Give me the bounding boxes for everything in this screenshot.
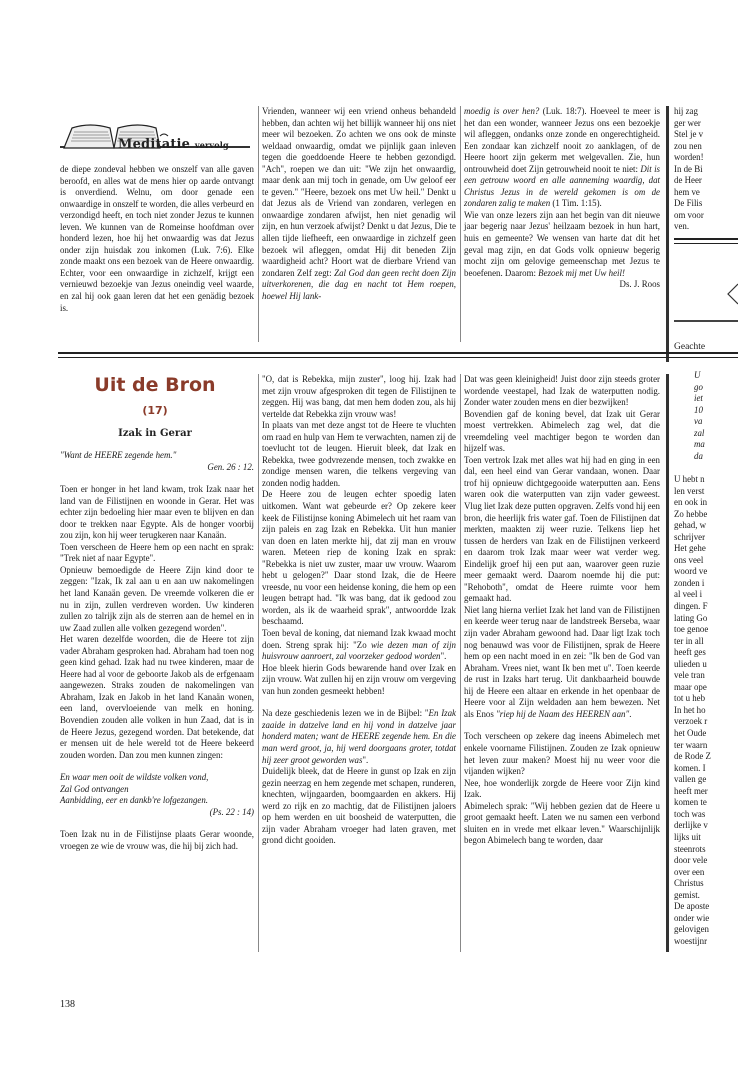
fragment-line: al veel i <box>674 589 703 600</box>
bron-paragraph: Het waren dezelfde woorden, die de Heere tot zijn vader Abraham gesproken had. Abraham had toen nog geen kind gehad. Izak had nu twee kinderen, maar de Heere had al voor de geboorte Jakob als de erfgenaam aangewezen. Straks zouden de nakomelingen van Abraham, Izak en Jakob in het land Kanaän wonen, een land, overvloeiende van melk en honing. Bovendien zouden alle volken in hun Zaad, dat is in de Heere Jezus, gezegend worden. Dat betekende, dat er mensen uit de hele wereld tot de Heere bekeerd zouden worden. Dan zou men kunnen zingen: <box>60 634 254 760</box>
fragment-line: ter waarn <box>674 739 708 750</box>
bron-poem-ref: (Ps. 22 : 14) <box>209 806 254 817</box>
meditatie-column-3 <box>464 106 660 291</box>
facing-page-italic-fragment <box>694 370 738 462</box>
meditatie-paragraph <box>464 210 660 279</box>
fragment-line: komen. I <box>674 762 706 773</box>
meditatie-vervolg: vervolg <box>194 140 229 150</box>
meditatie-quote: moedig is over hen? <box>464 106 540 116</box>
bron-paragraph: Toen verscheen de Heere hem op een nacht en sprak: "Trek niet af naar Egypte". <box>60 541 254 564</box>
page-edge-divider <box>666 106 669 362</box>
bron-subtitle: Izak in Gerar <box>118 428 192 439</box>
meditatie-text: Vrienden, wanneer wij een vriend onheus behandeld hebben, dan achten wij het billijk wanneer hij ons niet meer wil bezoeken. Zo achten we ons ook de minste weldaad onwaardig, omdat we pijnlijk gaan inleven tegen die goeddoende Heere te hebben gezondigd. "Ach", roepen we dan uit: "We zijn het onwaardig, maar denk aan mij toch in genade, om Uw geloof eer te geven." "Heere, bezoek ons met Uw heil." Denkt u dat Jezus als de Vriend van zondaren, verlegen en onwaardige zondaren afwijst, hen niet genadig wil zijn, en hun verzoek afwijst? Denkt u dat Jezus, Die te allen tijde liefheeft, een onwaardige in zichzelf geen bezoek wil afleggen, omdat Hij dit beneden Zijn waardigheid acht? Hoort wat de dierbare Vriend van zondaren Zelf zegt: <box>262 106 456 278</box>
fragment-line: de Rode Z <box>674 751 711 762</box>
bron-paragraph: Duidelijk bleek, dat de Heere in gunst op Izak en zijn gezin neerzag en hem zegende met schapen, runderen, knechten, wijngaarden, boomgaarden en akkers. Hij werd zo rijk en zo machtig, dat de Filistijnen jaloers op hem werden en uit boosheid de waterputten, die zijn vader Abraham vroeger had laten graven, met grond dicht gooiden. <box>262 766 456 846</box>
bron-paragraph: In plaats van met deze angst tot de Heere te vluchten om raad en hulp van Hem te verwachten, namen zij de toevlucht tot de leugen. Hieruit bleek, dat Izak en Rebekka, twee godvrezende mensen, toch zwakke en zondige mensen waren, die telkens vergeving van zonden nodig hadden. <box>262 420 456 488</box>
fragment-line: lating Go <box>674 612 708 623</box>
column-divider <box>258 106 259 342</box>
bron-column-3 <box>464 374 660 847</box>
fragment-line: zal <box>694 427 705 438</box>
bron-text: Niet lang hierna verliet Izak het land van de Filistijnen en keerde weer terug naar de landstreek Berseba, waar zijn vader Abraham gewoond had. Daar ligt Izak toch nog benauwd was voor de Filistijnen, sprak de Heere hem op een nacht moed in en zei: "Ik ben de God van Abraham. Vrees niet, want Ik ben met u". Toen keerde de rust in Izaks hart terug. Uit dankbaarheid bouwde hij de Heere een altaar en erkende in het openbaar de Heere voor al Zijn weldaden aan hem bewezen. Net als Enos <box>464 604 660 719</box>
bron-paragraph: Toen er honger in het land kwam, trok Izak naar het land van de Filistijnen en woonde in Gerar. Het was echter zijn bedoeling hier maar even te blijven en dan door te trekken naar Egypte. Als de honger voorbij zou zijn, kon hij weer terugkeren naar Kanaän. <box>60 484 254 541</box>
page-edge-divider <box>666 374 669 952</box>
fragment-line: toe genoe <box>674 624 709 635</box>
fragment-line: vele tran <box>674 670 705 681</box>
bron-paragraph: Toen Izak nu in de Filistijnse plaats Gerar woonde, vroegen ze wie de vrouw was, die hij bij zich had. <box>60 829 254 851</box>
facing-page-rule <box>674 238 738 244</box>
fragment-line: dingen. F <box>674 601 708 612</box>
fragment-line: U hebt n <box>674 474 705 484</box>
fragment-line: zou nen <box>674 140 702 151</box>
fragment-line: heeft mer <box>674 785 708 796</box>
facing-page-bottom-fragment <box>674 474 738 947</box>
fragment-line: zonden i <box>674 577 705 588</box>
meditatie-column-1 <box>60 164 254 314</box>
bron-text: Na deze geschiedenis lezen we in de Bijbel: " <box>262 708 429 719</box>
fragment-line: woord ve <box>674 566 708 577</box>
bron-quote: wie dezen man of zijn huisvrouw aanroert, zal voorzeker gedood worden <box>262 639 456 662</box>
fragment-line: gelovigen <box>674 924 709 935</box>
meditatie-quote: Zal God dan geen recht doen Zijn uitverkorenen, die dag en nacht tot Hem roepen, hoewel Hij lank- <box>262 267 456 301</box>
fragment-line: ons veel <box>674 554 704 565</box>
bron-number: (17) <box>142 404 168 417</box>
meditatie-paragraph <box>262 106 456 302</box>
fragment-line: va <box>694 416 703 427</box>
fragment-line: ven. <box>674 221 690 232</box>
fragment-line: worden! <box>674 152 704 163</box>
meditatie-paragraph <box>464 106 660 210</box>
bron-paragraph: Abimelech sprak: "Wij hebben gezien dat de Heere u groot gemaakt heeft. Laten we nu samen een verbond sluiten en in vrede met elkaar leven." Waarschijnlijk begon Abimelech bang te worden, daar <box>464 800 660 846</box>
fragment-line: woestijnr <box>674 935 708 946</box>
meditatie-title: Meditatie <box>118 137 191 152</box>
bron-epigraph: "Want de HEERE zegende hem." <box>60 450 177 460</box>
fragment-line: de Heer <box>674 175 702 186</box>
fragment-line: toch was <box>674 808 706 819</box>
bron-quote: En Izak zaaide in datzelve land en hij vond in datzelve jaar honderd maten; want de HEERE zegende hem. En die man werd groot, ja, hij werd doorgaans groter, totdat hij zeer groot geworden was <box>262 708 456 765</box>
meditatie-quote: Bezoek mij met Uw heil! <box>538 267 625 278</box>
bron-paragraph: Bovendien gaf de koning bevel, dat Izak uit Gerar moest vertrekken. Abimelech zag wel, dat die vreemdeling veel machtiger begon te worden dan hijzelf was. <box>464 408 660 454</box>
bron-title: Uit de Bron <box>94 374 216 396</box>
fragment-line: derlijke v <box>674 820 708 831</box>
bron-poem-line: Zal God ontvangen <box>60 783 129 794</box>
fragment-line: gemist. <box>674 889 700 900</box>
fragment-line: hij zag <box>674 106 698 116</box>
fragment-line: vallen ge <box>674 774 707 785</box>
fragment-line: Zo hebbe <box>674 508 708 519</box>
bron-text: ". <box>440 651 447 662</box>
fragment-line: hem ve <box>674 186 700 197</box>
meditatie-banner-title <box>118 137 229 152</box>
ornament-icon <box>726 282 738 306</box>
fragment-line: U <box>694 370 701 380</box>
fragment-line: tot u heb <box>674 693 706 704</box>
section-divider <box>58 352 738 358</box>
fragment-line: da <box>694 450 703 461</box>
page-number: 138 <box>60 999 75 1010</box>
bron-paragraph: Nee, hoe wonderlijk zorgde de Heere voor Zijn kind Izak. <box>464 777 660 800</box>
fragment-line: Christus <box>674 878 704 889</box>
fragment-line: De aposte <box>674 901 710 912</box>
fragment-line: verzoek r <box>674 716 708 727</box>
facing-page-greeting: Geachte <box>674 342 706 352</box>
bron-paragraph <box>262 628 456 663</box>
bron-paragraph: De Heere zou de leugen echter spoedig laten uitkomen. Want wat gebeurde er? Op zekere keer keek de Filistijnse koning Abimelech uit het raam van zijn paleis en zag Izak en Rebekka. Uit hun manier van doen en laten merkte hij, dat zij man en vrouw waren. Meteen riep de koning Izak en sprak: "Rebekka is niet uw zuster, maar uw vrouw. Waarom hebt u gelogen?" Daar stond Izak, die de Heere vreesde, nu voor een heidense koning, die hem op een leugen betrapt had. "Ik was bang, dat ik gedood zou worden, als ik de waarheid sprak", antwoordde Izak beschaamd. <box>262 489 456 627</box>
fragment-line: door vele <box>674 855 708 866</box>
fragment-line: over een <box>674 866 705 877</box>
fragment-line: len verst <box>674 485 705 496</box>
fragment-line: ger wer <box>674 117 701 128</box>
fragment-line: komen te <box>674 797 707 808</box>
meditatie-text: Wie van onze lezers zijn aan het begin van dit nieuwe jaar begerig naar Jezus' heilzaam bezoek in hun hart, huis en gemeente? We wensen van harte dat dit het geval mag zijn, en dat Gods volk opnieuw begerig mocht zijn om gelovige gemeenschap met Jezus te beoefenen. Daarom: <box>464 209 660 278</box>
meditatie-text: (Luk. 18:7). Hoeveel te meer is het dan een wonder, wanneer Jezus ons een bezoekje wil afleggen, ondanks onze zonde en ongerechtigheid. Een zondaar kan zichzelf nooit zo aanklagen, of de Heere hoort zijn gekerm met welgevallen. Zie, hun ontrouwheid doet Zijn getrouwheid nooit te niet: <box>464 106 660 174</box>
column-divider <box>460 106 461 342</box>
fragment-line: In het ho <box>674 704 706 715</box>
bron-epigraph-ref: Gen. 26 : 12. <box>207 461 254 472</box>
bron-paragraph <box>464 605 660 720</box>
fragment-line: ulieden u <box>674 658 707 669</box>
fragment-line: Het gehe <box>674 543 706 554</box>
meditatie-column-2 <box>262 106 456 302</box>
fragment-line: In de Bi <box>674 163 703 174</box>
fragment-line: Stel je v <box>674 129 704 140</box>
bron-paragraph: Opnieuw bemoedigde de Heere Zijn kind door te zeggen: "Izak, Ik zal aan u en aan uw nakomelingen het land Kanaän geven. De vreemde volkeren die er nu in zijn, zullen verdreven worden. Uw kinderen zullen zo talrijk zijn als de sterren aan de hemel en in uw Zaad zullen alle volken gezegend worden". <box>60 564 254 633</box>
bron-poem-line: Aanbidding, eer en dankb're lofgezangen. <box>60 795 208 806</box>
bron-text: ". <box>362 754 369 765</box>
facing-page-top-fragment <box>674 106 738 233</box>
fragment-line: lijks uit <box>674 831 701 842</box>
fragment-line: schrijver <box>674 531 706 542</box>
bron-paragraph: Toen vertrok Izak met alles wat hij had en ging in een dal, een heel eind van Gerar vandaan, wonen. Daar trof hij opnieuw dichtgegooide waterputten aan. Eens waren ook die waterputten van zijn vader geweest. Vlug liet Izak deze putten opgraven. Zelfs vond hij een bron, die heerlijk fris water gaf. Toen de Filistijnen dat merkten, maakten zij weer ruzie. Telkens liep het tussen de herders van Izak en de Filistijnen verkeerd en daarom trok Izak maar weer wat verder weg. Eindelijk groef hij een put aan, waarover geen ruzie meer gemaakt werd. Daarom noemde hij die put: "Rehoboth", omdat de Heere ruimte voor hem gemaakt had. <box>464 454 660 604</box>
fragment-line: steenrots <box>674 843 706 854</box>
fragment-line: het Oude <box>674 728 707 739</box>
meditatie-signature: Ds. J. Roos <box>619 279 660 290</box>
fragment-line: go <box>694 381 703 392</box>
fragment-line: onder wie <box>674 912 710 923</box>
fragment-line: om voor <box>674 209 704 220</box>
bron-text: Toen beval de koning, dat niemand Izak kwaad mocht doen. Streng sprak hij: "Zo <box>262 628 456 650</box>
fragment-line: ma <box>694 439 705 450</box>
bron-column-1 <box>60 450 254 853</box>
fragment-line: ter in all <box>674 635 704 646</box>
fragment-line: iet <box>694 393 703 404</box>
meditatie-paragraph: de diepe zondeval hebben we onszelf van alle gaven beroofd, en alles wat de mens hier op aarde ontvangt is onverdiend. Welnu, om door genade een onwaardige in onszelf te worden, die alles verbeurd en verzondigd heeft, en toch niet zonder Jezus te kunnen leven. We kunnen van de Romeinse hoofdman over honderd lezen, hoe hij het onwaardig was dat Jezus onder zijn huisdak zou inkomen (Luk. 7:6). Elke zonde maakt ons een bezoek van de Heere onwaardig. Echter, voor een onwaardige in zichzelf, krijgt een vernieuwd bezoekje van Jezus oneindig veel waarde, en zal hij ook gaan leren dat het een genädig bezoek is. <box>60 164 254 313</box>
column-divider <box>258 374 259 952</box>
fragment-line: maar ope <box>674 681 707 692</box>
fragment-line: De Filis <box>674 198 703 209</box>
bron-paragraph: Dat was geen kleinigheid! Juist door zijn steeds groter wordende veestapel, had Izak de waterputten nodig. Zonder water zouden mens en dier bezwijken! <box>464 374 660 408</box>
fragment-line: heeft ges <box>674 647 706 658</box>
bron-column-2 <box>262 374 456 847</box>
bron-text: . <box>629 708 632 719</box>
bron-quote: "riep hij de Naam des HEEREN aan" <box>496 708 630 719</box>
meditatie-quote: Dit is een getrouw woord en alle aanneming waardig, dat Christus Jezus in de wereld gekomen is om de zondaren zalig te maken <box>464 163 660 209</box>
bron-paragraph: "O, dat is Rebekka, mijn zuster", loog hij. Izak had met zijn vrouw afgesproken dit tegen de Filistijnen te zeggen. Hij was bang, dat men hem doden zou, als hij vertelde dat Rebekka zijn vrouw was! <box>262 374 456 419</box>
bron-poem-line: En waar men ooit de wildste volken vond, <box>60 772 209 783</box>
column-divider <box>460 374 461 952</box>
bron-paragraph: Hoe bleek hierin Gods bewarende hand over Izak en zijn vrouw. Wat zullen hij en zijn vrouw om vergeving van hun zonden gesmeekt hebben! <box>262 662 456 696</box>
fragment-line: en ook in <box>674 497 708 508</box>
bron-paragraph <box>262 708 456 766</box>
fragment-line: gehad, w <box>674 520 707 531</box>
fragment-line: 10 <box>694 404 703 415</box>
meditatie-text: (1 Tim. 1:15). <box>550 198 602 209</box>
bron-paragraph: Toch verscheen op zekere dag ineens Abimelech met enkele voorname Filistijnen. Zouden ze Izak opnieuw het leven zuur maken? Moest hij nu weer voor die vijanden wijken? <box>464 731 660 777</box>
facing-page-rule <box>674 320 738 322</box>
